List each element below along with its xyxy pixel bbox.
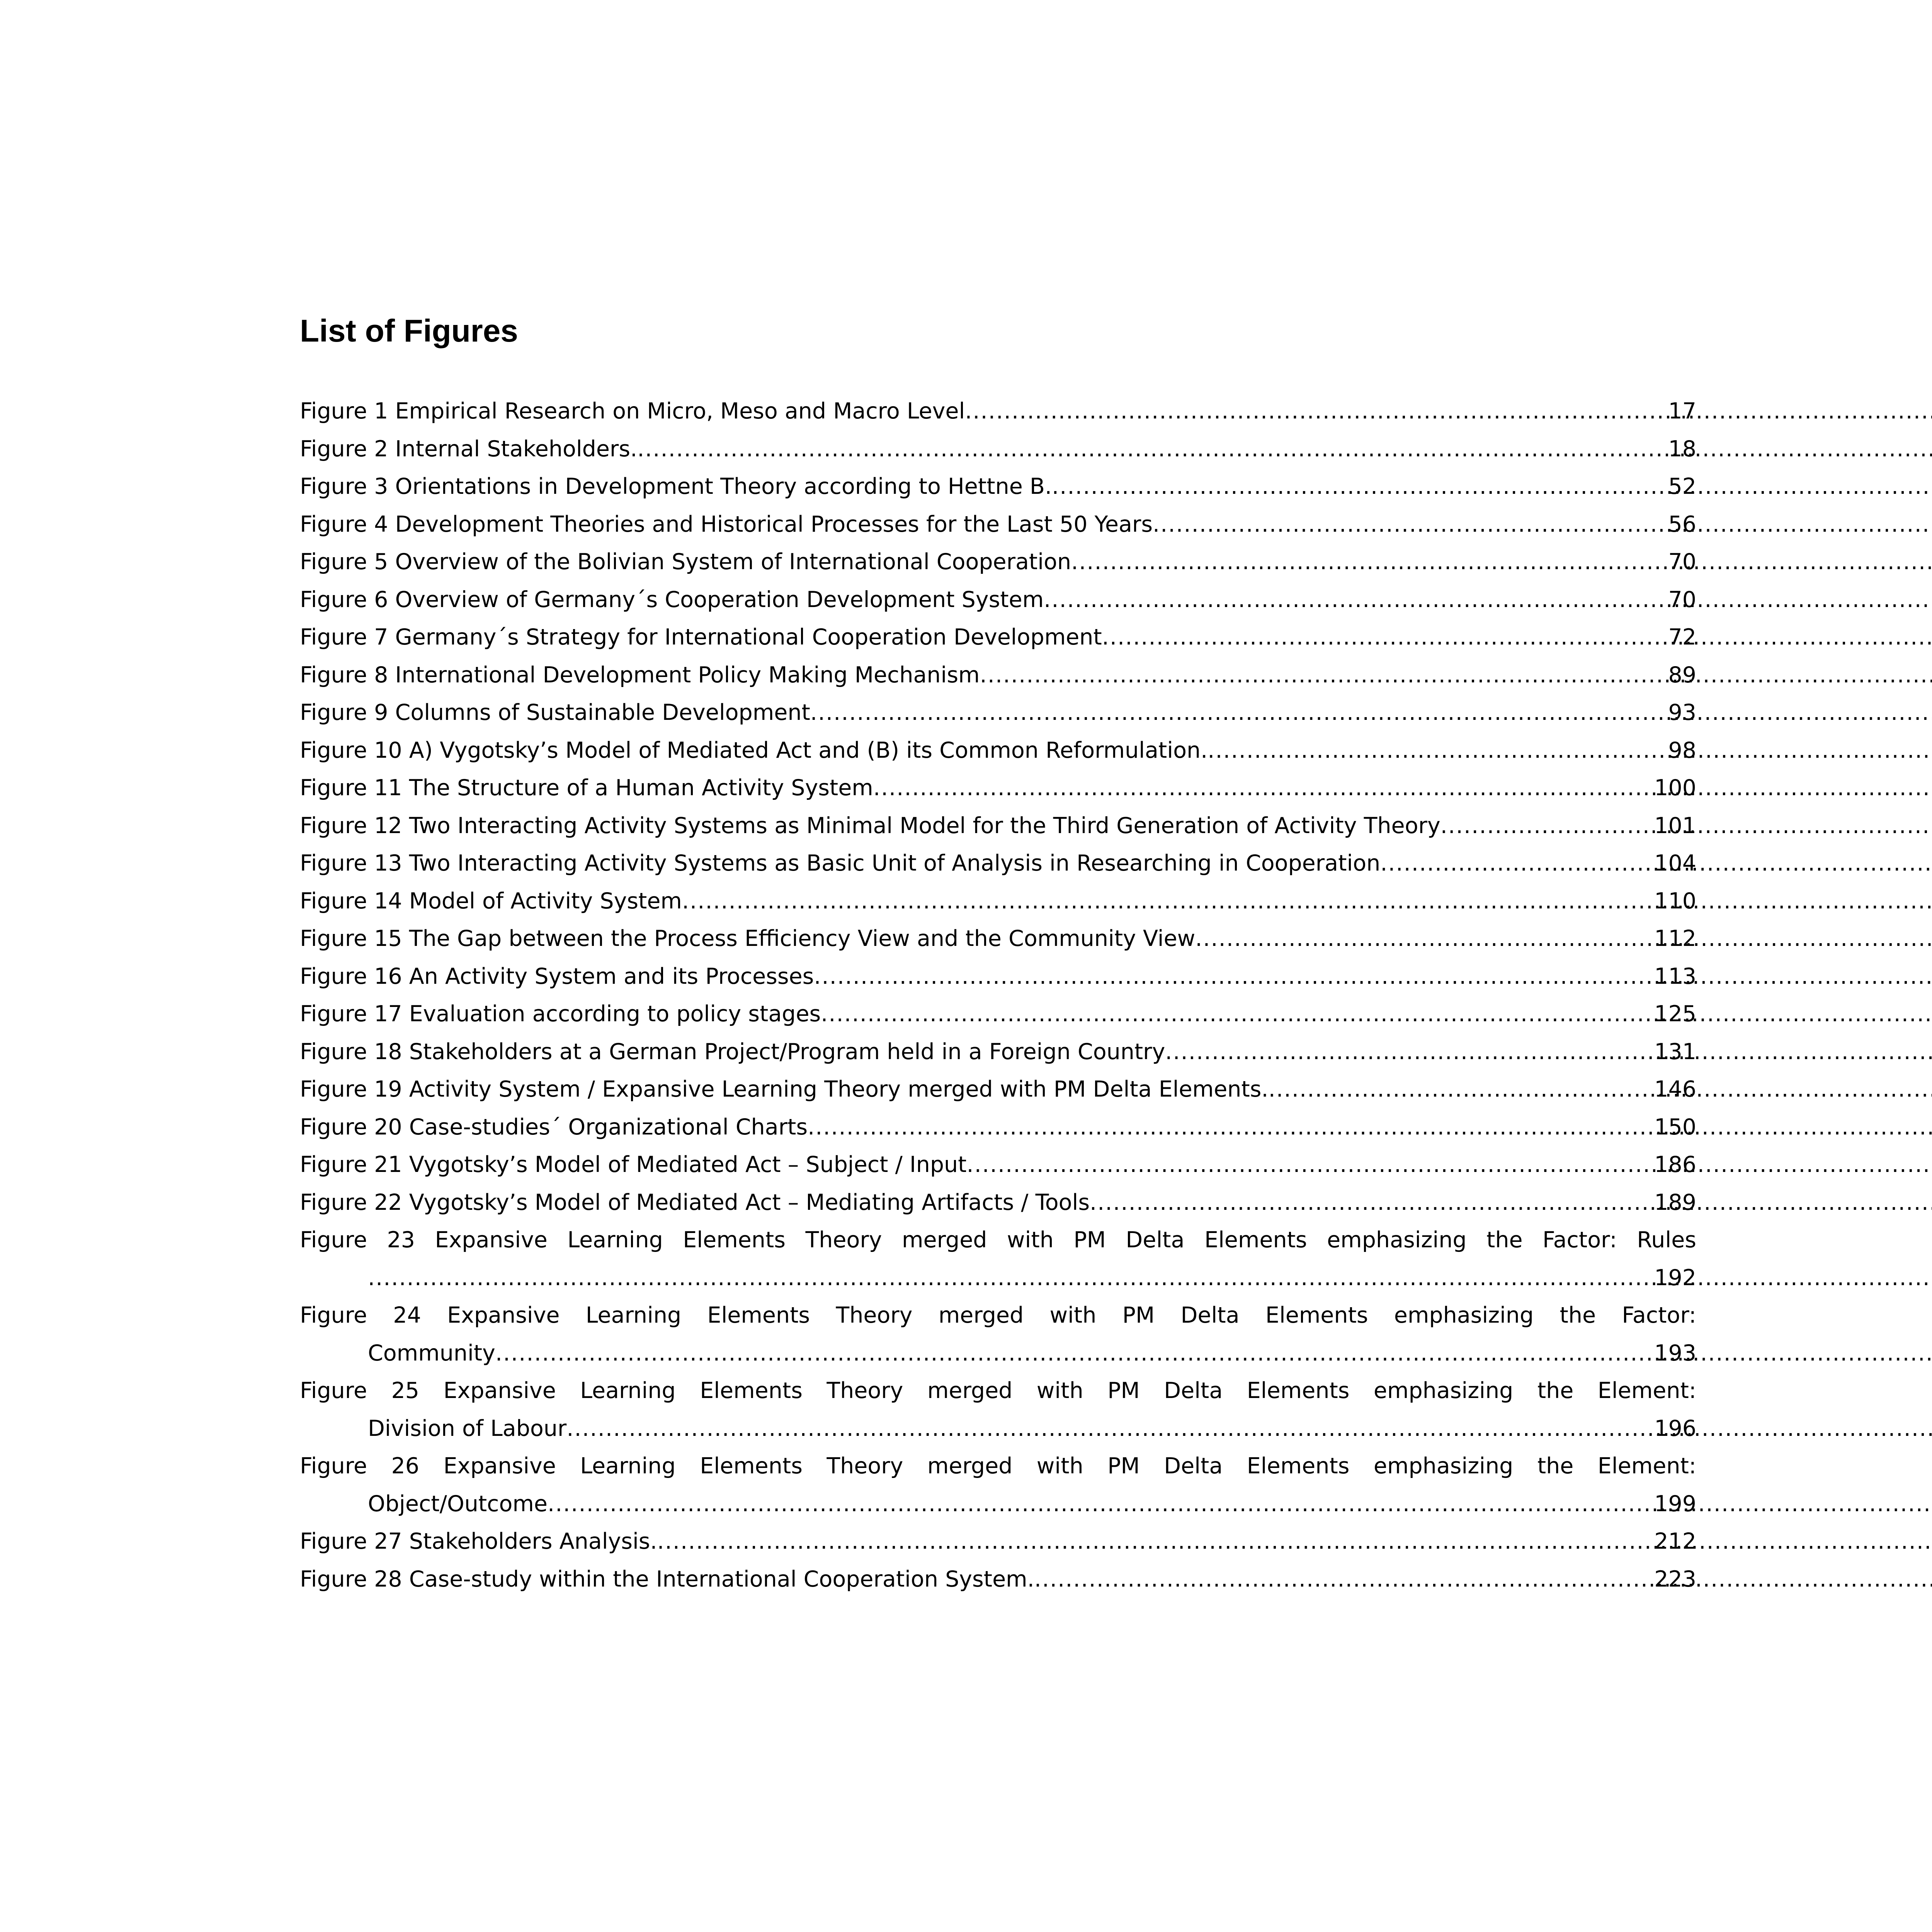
entry-page: 100 [1654, 775, 1696, 801]
dot-leader [682, 883, 1652, 920]
toc-entry[interactable] [300, 920, 1696, 958]
entry-page: 150 [1654, 1114, 1696, 1140]
entry-page: 70 [1668, 587, 1696, 612]
dot-leader [821, 995, 1652, 1033]
entry-page: 113 [1654, 963, 1696, 989]
entry-page: 18 [1668, 436, 1696, 462]
dot-leader [368, 1259, 1652, 1297]
toc-entry[interactable] [300, 1184, 1696, 1222]
entry-page: 196 [1654, 1415, 1696, 1441]
dot-leader [1208, 732, 1666, 770]
dot-leader [1044, 581, 1666, 619]
entry-title: Figure 22 Vygotsky’s Model of Mediated Act – Mediating Artifacts / Tools [300, 1189, 1090, 1215]
toc-entry[interactable] [300, 995, 1696, 1033]
entry-title: Figure 24 Expansive Learning Elements Theory merged with PM Delta Elements emphasizing the Factor: [300, 1303, 1696, 1328]
entry-page: 193 [1654, 1340, 1696, 1366]
entry-title: Figure 23 Expansive Learning Elements Theory merged with PM Delta Elements emphasizing the Factor: Rules [300, 1227, 1696, 1253]
entry-title: Figure 9 Columns of Sustainable Development [300, 700, 810, 725]
dot-leader [1165, 1033, 1652, 1071]
dot-leader [1380, 845, 1652, 883]
entry-page: 56 [1668, 511, 1696, 537]
entry-page: 17 [1668, 398, 1696, 424]
entry-page: 199 [1654, 1491, 1696, 1517]
toc-entry[interactable] [300, 1221, 1696, 1297]
toc-entry[interactable] [300, 1372, 1696, 1447]
dot-leader [1195, 920, 1652, 958]
entry-title: Figure 10 A) Vygotsky’s Model of Mediated Act and (B) its Common Reformulation. [300, 737, 1208, 763]
toc-entry[interactable] [300, 1146, 1696, 1184]
entry-page: 98 [1668, 737, 1696, 763]
dot-leader [965, 393, 1666, 430]
toc-entry[interactable] [300, 883, 1696, 920]
toc-entry[interactable] [300, 1109, 1696, 1146]
entry-title-continued: Community [368, 1340, 495, 1366]
dot-leader [808, 1109, 1652, 1146]
list-of-figures [300, 393, 1696, 1598]
entry-page: 212 [1654, 1529, 1696, 1554]
entry-page: 189 [1654, 1189, 1696, 1215]
dot-leader [637, 430, 1666, 468]
entry-title: Figure 17 Evaluation according to policy stages [300, 1001, 821, 1027]
entry-page: 72 [1668, 624, 1696, 650]
entry-title: Figure 3 Orientations in Development Theory according to Hettne B. [300, 474, 1052, 499]
toc-entry[interactable] [300, 430, 1696, 468]
dot-leader [810, 694, 1666, 732]
entry-title: Figure 18 Stakeholders at a German Project/Program held in a Foreign Country [300, 1039, 1165, 1065]
dot-leader [657, 1523, 1652, 1561]
entry-page: 186 [1654, 1152, 1696, 1177]
dot-leader [1269, 1071, 1652, 1109]
toc-entry[interactable] [300, 468, 1696, 506]
dot-leader [495, 1335, 1652, 1372]
entry-page: 131 [1654, 1039, 1696, 1065]
dot-leader [548, 1485, 1652, 1523]
entry-title: Figure 25 Expansive Learning Elements Theory merged with PM Delta Elements emphasizing the Element: [300, 1378, 1696, 1403]
toc-entry[interactable] [300, 1447, 1696, 1523]
entry-title: Figure 19 Activity System / Expansive Learning Theory merged with PM Delta Elements. [300, 1077, 1269, 1102]
entry-title: Figure 11 The Structure of a Human Activity System [300, 775, 873, 801]
toc-entry[interactable] [300, 619, 1696, 656]
entry-page: 104 [1654, 850, 1696, 876]
entry-title: Figure 28 Case-study within the International Cooperation System. [300, 1566, 1034, 1592]
entry-title: Figure 4 Development Theories and Historical Processes for the Last 50 Years [300, 511, 1153, 537]
toc-entry[interactable] [300, 694, 1696, 732]
toc-entry[interactable] [300, 506, 1696, 544]
entry-page: 192 [1654, 1265, 1696, 1291]
toc-entry[interactable] [300, 807, 1696, 845]
entry-page: 101 [1654, 813, 1696, 838]
dot-leader [1153, 506, 1666, 544]
dot-leader [1034, 1561, 1652, 1599]
entry-title: Figure 7 Germany´s Strategy for International Cooperation Development [300, 624, 1102, 650]
entry-page: 125 [1654, 1001, 1696, 1027]
dot-leader [566, 1410, 1652, 1448]
toc-entry[interactable] [300, 393, 1696, 430]
dot-leader [1102, 619, 1666, 656]
entry-title: Figure 27 Stakeholders Analysis. [300, 1529, 657, 1554]
dot-leader [1052, 468, 1666, 506]
dot-leader [873, 769, 1652, 807]
toc-entry[interactable] [300, 543, 1696, 581]
dot-leader [1090, 1184, 1652, 1222]
toc-entry[interactable] [300, 1523, 1696, 1561]
toc-entry[interactable] [300, 732, 1696, 770]
entry-title: Figure 20 Case-studies´ Organizational Charts [300, 1114, 808, 1140]
entry-page: 52 [1668, 474, 1696, 499]
toc-entry[interactable] [300, 581, 1696, 619]
entry-page: 146 [1654, 1077, 1696, 1102]
toc-entry[interactable] [300, 656, 1696, 694]
dot-leader [1071, 543, 1666, 581]
toc-entry[interactable] [300, 1033, 1696, 1071]
entry-title: Figure 1 Empirical Research on Micro, Meso and Macro Level [300, 398, 965, 424]
toc-entry[interactable] [300, 769, 1696, 807]
dot-leader [980, 656, 1666, 694]
entry-title: Figure 16 An Activity System and its Processes [300, 963, 814, 989]
toc-entry[interactable] [300, 1071, 1696, 1109]
entry-title: Figure 8 International Development Policy Making Mechanism [300, 662, 980, 688]
toc-entry[interactable] [300, 1297, 1696, 1372]
dot-leader [1440, 807, 1652, 845]
entry-title: Figure 14 Model of Activity System [300, 888, 682, 914]
entry-title: Figure 26 Expansive Learning Elements Theory merged with PM Delta Elements emphasizing the Element: [300, 1453, 1696, 1479]
entry-page: 70 [1668, 549, 1696, 575]
entry-page: 89 [1668, 662, 1696, 688]
entry-page: 110 [1654, 888, 1696, 914]
entry-title: Figure 21 Vygotsky’s Model of Mediated Act – Subject / Input [300, 1152, 967, 1177]
dot-leader [814, 958, 1652, 996]
dot-leader [967, 1146, 1652, 1184]
entry-title-continued: Object/Outcome [368, 1491, 548, 1517]
entry-page: 223 [1654, 1566, 1696, 1592]
entry-title: Figure 5 Overview of the Bolivian System of International Cooperation [300, 549, 1071, 575]
toc-entry[interactable] [300, 1561, 1696, 1599]
toc-entry[interactable] [300, 958, 1696, 996]
entry-title-continued: Division of Labour [368, 1415, 567, 1441]
entry-title: Figure 12 Two Interacting Activity Systems as Minimal Model for the Third Generation of Activity Theory [300, 813, 1440, 838]
entry-page: 93 [1668, 700, 1696, 725]
entry-title: Figure 6 Overview of Germany´s Cooperation Development System [300, 587, 1044, 612]
entry-page: 112 [1654, 926, 1696, 951]
entry-title: Figure 15 The Gap between the Process Efficiency View and the Community View [300, 926, 1196, 951]
entry-title: Figure 2 Internal Stakeholders. [300, 436, 638, 462]
toc-entry[interactable] [300, 845, 1696, 883]
page-title: List of Figures [300, 313, 518, 349]
entry-title: Figure 13 Two Interacting Activity Systems as Basic Unit of Analysis in Researching in Cooperation [300, 850, 1381, 876]
